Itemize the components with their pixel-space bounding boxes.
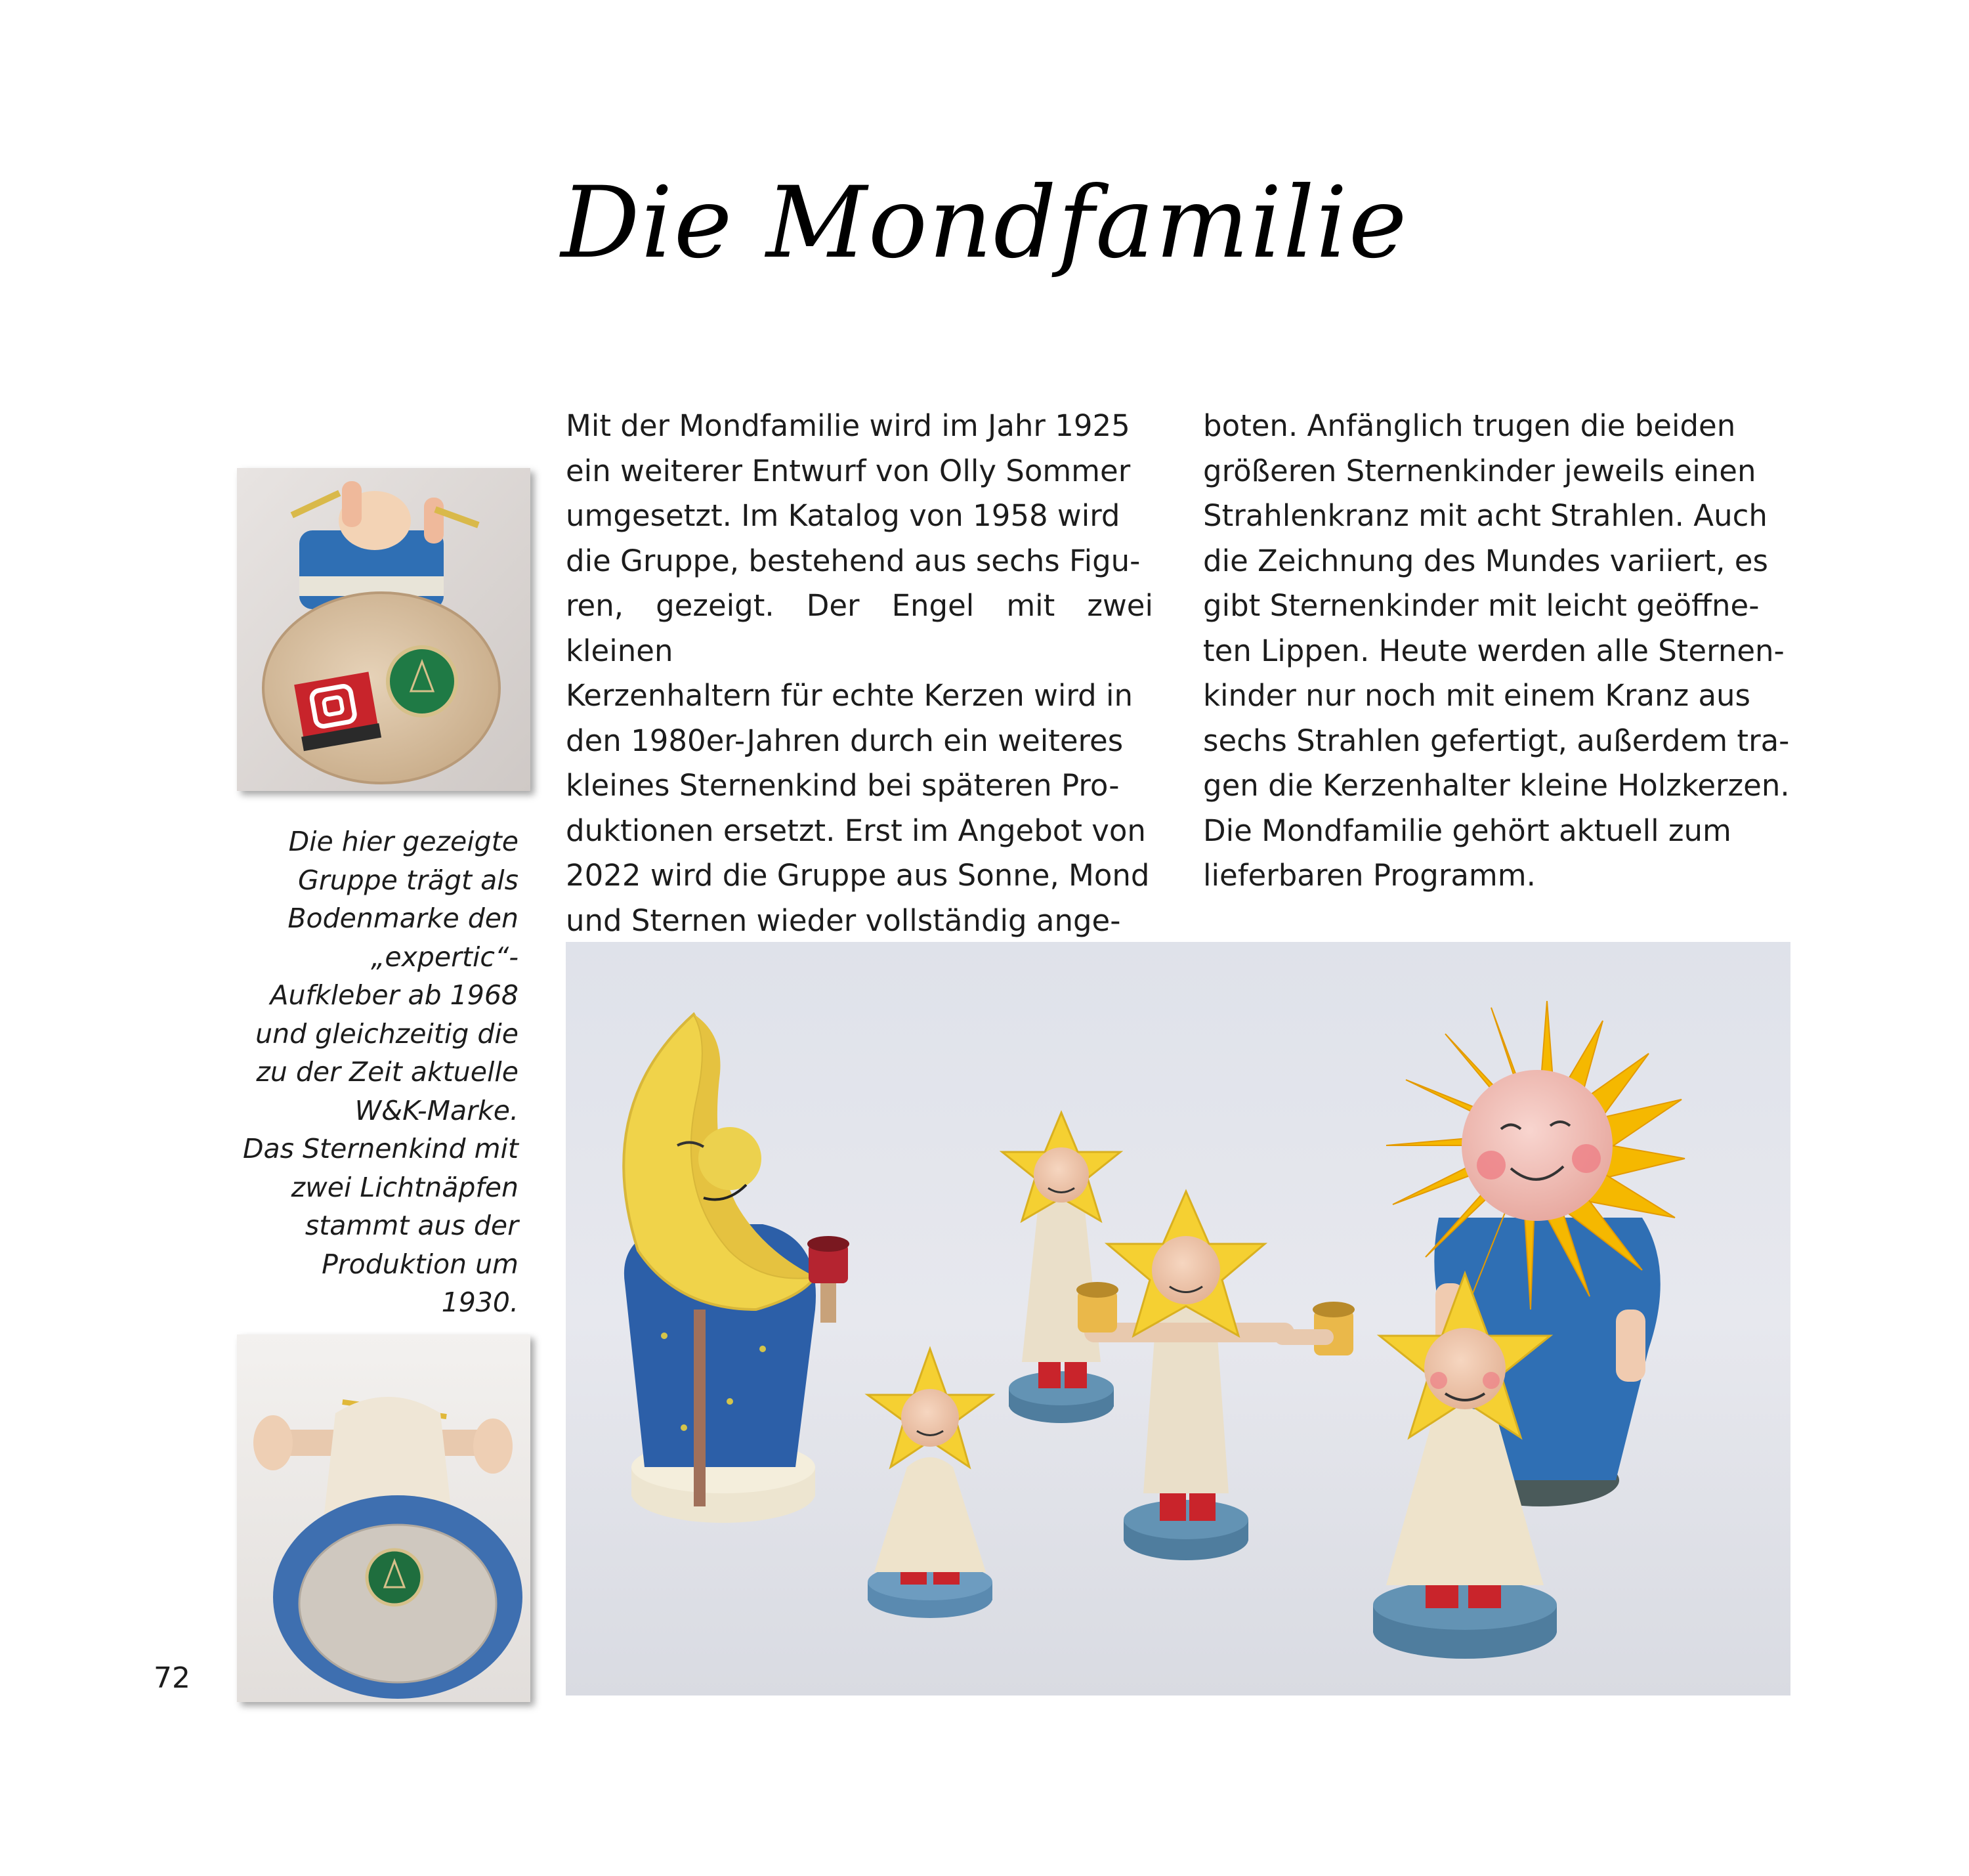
- caption-line: Gruppe trägt als: [298, 864, 519, 896]
- text-line: boten. Anfänglich trugen die beiden: [1203, 408, 1736, 443]
- photo-figure-base-stickers: [237, 468, 530, 791]
- text-line: die Gruppe, bestehend aus sechs Figu-: [566, 543, 1141, 578]
- caption-line: Die hier gezeigte: [288, 826, 519, 857]
- body-text-right-column: [1203, 404, 1790, 899]
- text-line: ten Lippen. Heute werden alle Sternen-: [1203, 633, 1785, 668]
- wk-mark-sticker: [367, 1550, 422, 1605]
- photo-caption: [226, 822, 519, 1322]
- text-line: gibt Sternenkinder mit leicht geöffne-: [1203, 588, 1760, 623]
- text-line: lieferbaren Programm.: [1203, 858, 1536, 893]
- body-text-left-column: [566, 404, 1153, 943]
- caption-line: zwei Lichtnäpfen: [291, 1171, 519, 1203]
- text-line: kleines Sternenkind bei späteren Pro-: [566, 768, 1120, 803]
- text-line: 2022 wird die Gruppe aus Sonne, Mond: [566, 858, 1150, 893]
- text-line: Kerzenhaltern für echte Kerzen wird in: [566, 678, 1133, 713]
- text-line: gen die Kerzenhalter kleine Holzkerzen.: [1203, 768, 1790, 803]
- photo-moon-family-group: [566, 942, 1790, 1695]
- wk-mark-sticker: [388, 647, 456, 715]
- caption-line: 1930.: [441, 1287, 519, 1318]
- text-line: und Sternen wieder vollständig ange-: [566, 903, 1121, 938]
- text-line: ein weiterer Entwurf von Olly Sommer: [566, 453, 1131, 488]
- text-line: duktionen ersetzt. Erst im Angebot von: [566, 813, 1146, 848]
- caption-line: W&K-Marke.: [354, 1094, 519, 1126]
- page-title: Die Mondfamilie: [561, 166, 1408, 280]
- caption-line: Bodenmarke den: [287, 903, 519, 934]
- text-line: Die Mondfamilie gehört aktuell zum: [1203, 813, 1731, 848]
- caption-line: „expertic“-: [371, 941, 519, 973]
- text-line: sechs Strahlen gefertigt, außerdem tra-: [1203, 723, 1790, 758]
- text-line: größeren Sternenkinder jeweils einen: [1203, 453, 1756, 488]
- caption-line: zu der Zeit aktuelle: [256, 1056, 519, 1088]
- text-line: die Zeichnung des Mundes variiert, es: [1203, 543, 1768, 578]
- text-line: ren, gezeigt. Der Engel mit zwei kleinen: [566, 588, 1153, 668]
- text-line: umgesetzt. Im Katalog von 1958 wird: [566, 498, 1120, 533]
- photo-figure-base-old: [237, 1334, 530, 1702]
- page-number: 72: [154, 1661, 190, 1695]
- caption-line: stammt aus der: [305, 1210, 519, 1241]
- text-line: den 1980er-Jahren durch ein weiteres: [566, 723, 1124, 758]
- text-line: Strahlenkranz mit acht Strahlen. Auch: [1203, 498, 1768, 533]
- caption-line: Das Sternenkind mit: [242, 1133, 519, 1164]
- text-line: kinder nur noch mit einem Kranz aus: [1203, 678, 1750, 713]
- text-line: Mit der Mondfamilie wird im Jahr 1925: [566, 408, 1130, 443]
- caption-line: Produktion um: [322, 1248, 519, 1280]
- caption-line: und gleichzeitig die: [255, 1017, 519, 1050]
- caption-line: Aufkleber ab 1968: [270, 979, 519, 1011]
- expertic-sticker: [294, 672, 381, 751]
